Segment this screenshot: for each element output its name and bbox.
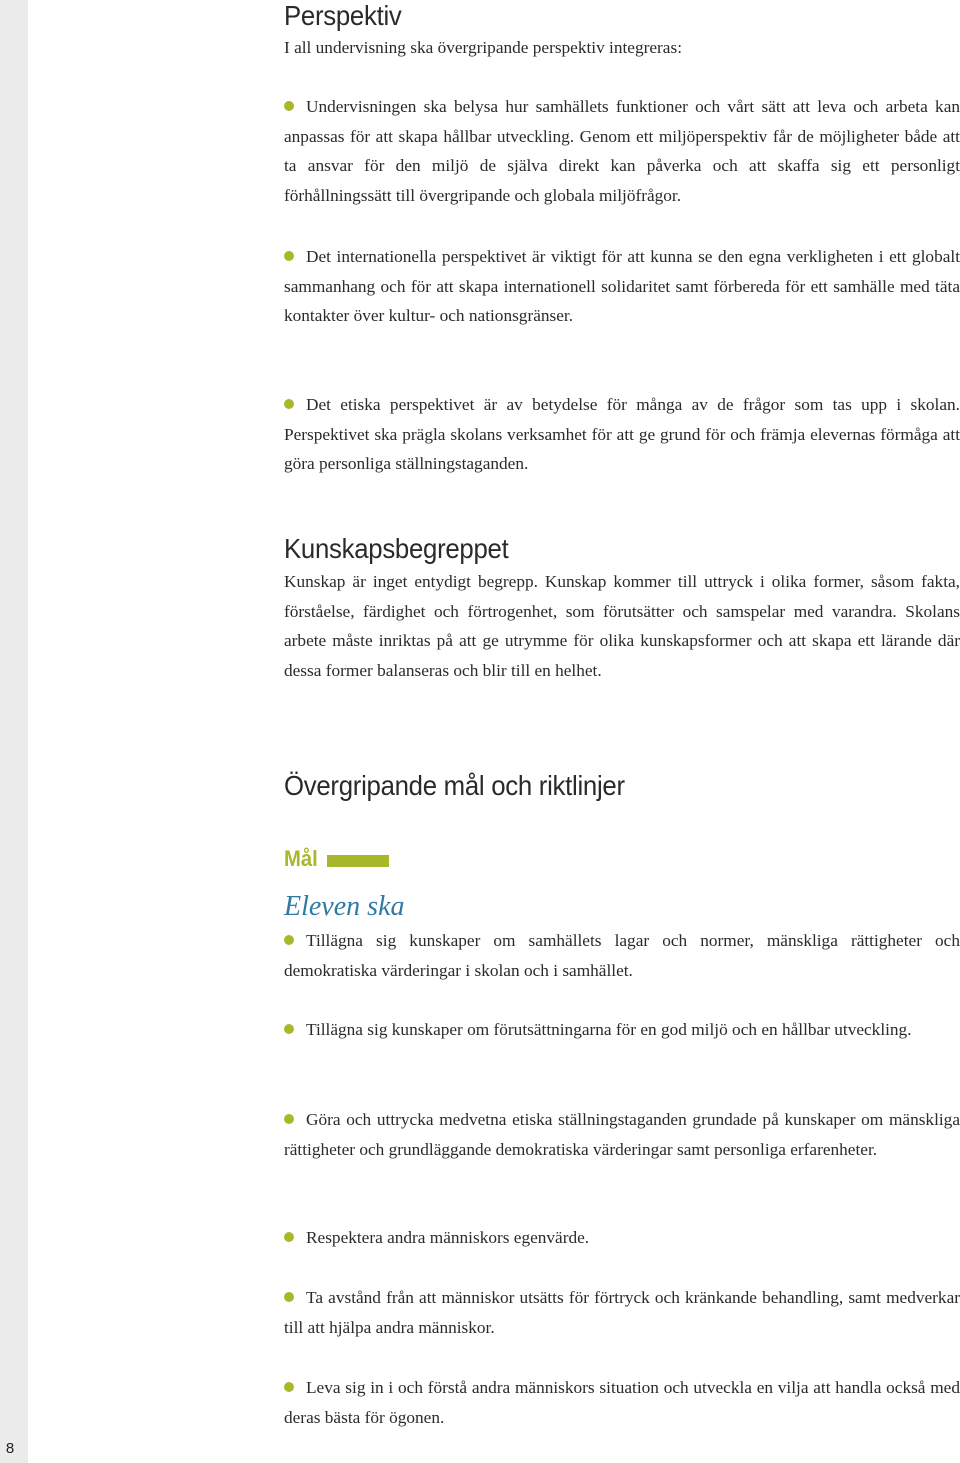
perspektiv-bullet-item: [284, 390, 960, 479]
mal-bullet-text: Göra och uttrycka medvetna etiska ställningstaganden grundade på kunskaper om mänskliga rättigheter och grundläggande demokratiska värderingar samt personliga erfarenheter.: [284, 1110, 960, 1159]
eleven-ska-subheading: Eleven ska: [284, 891, 405, 922]
bullet-dot-icon: [284, 935, 294, 945]
perspektiv-bullet-item: [284, 92, 960, 210]
bullet-dot-icon: [284, 101, 294, 111]
perspektiv-intro: I all undervisning ska övergripande perspektiv integreras:: [284, 38, 682, 57]
mal-accent-bar: [327, 855, 389, 867]
mal-bullet-item: [284, 1015, 960, 1045]
bullet-dot-icon: [284, 1292, 294, 1302]
page-margin-strip: [0, 0, 28, 1463]
mal-bullet-item: [284, 1223, 960, 1253]
mal-bullet-text: Ta avstånd från att människor utsätts för förtryck och kränkande behandling, samt medverkar till att hjälpa andra människor.: [284, 1288, 960, 1337]
perspektiv-bullet-text: Undervisningen ska belysa hur samhällets funktioner och vårt sätt att leva och arbeta kan anpassas för att skapa hållbar utveckling. Genom ett miljöperspektiv får de möjligheter både att ta ansvar för den miljö de själva direkt kan påverka och att skaffa sig ett personligt förhållningssätt till övergripande och globala miljöfrågor.: [284, 97, 960, 205]
bullet-dot-icon: [284, 1382, 294, 1392]
mal-bullet-text: Leva sig in i och förstå andra människors situation och utveckla en vilja att handla också med deras bästa för ögonen.: [284, 1378, 960, 1427]
perspektiv-bullet-item: [284, 242, 960, 331]
mal-label: Mål: [284, 846, 318, 871]
perspektiv-bullet-text: Det internationella perspektivet är viktigt för att kunna se den egna verkligheten i ett globalt sammanhang och för att skapa internationell solidaritet samt förbereda för ett samhälle med täta kontakter över kultur- och nationsgränser.: [284, 247, 960, 325]
mal-label-row: [284, 843, 389, 875]
mal-bullet-item: [284, 926, 960, 985]
section-heading-perspektiv: Perspektiv: [284, 0, 402, 31]
mal-bullet-item: [284, 1105, 960, 1164]
section-heading-kunskapsbegreppet: Kunskapsbegreppet: [284, 533, 509, 564]
mal-bullet-item: [284, 1373, 960, 1432]
bullet-dot-icon: [284, 1114, 294, 1124]
page-number: 8: [5, 1440, 15, 1457]
mal-bullet-text: Tillägna sig kunskaper om förutsättningarna för en god miljö och en hållbar utveckling.: [306, 1020, 912, 1039]
mal-bullet-item: [284, 1283, 960, 1342]
mal-bullet-text: Tillägna sig kunskaper om samhällets lagar och normer, mänskliga rättigheter och demokratiska värderingar i skolan och i samhället.: [284, 931, 960, 980]
bullet-dot-icon: [284, 251, 294, 261]
bullet-dot-icon: [284, 1024, 294, 1034]
perspektiv-bullet-text: Det etiska perspektivet är av betydelse för många av de frågor som tas upp i skolan. Perspektivet ska prägla skolans verksamhet för att ge grund för och främja elevernas förmåga att göra personliga ställningstaganden.: [284, 395, 960, 473]
mal-bullet-text: Respektera andra människors egenvärde.: [306, 1228, 590, 1247]
kunskap-paragraph: Kunskap är inget entydigt begrepp. Kunskap kommer till uttryck i olika former, såsom fakta, förståelse, färdighet och förtrogenhet, som förutsätter och samspelar med varandra. Skolans arbete måste inriktas på att ge utrymme för olika kunskapsformer och att skapa ett lärande där dessa former balanseras och blir till en helhet.: [284, 572, 960, 680]
bullet-dot-icon: [284, 1232, 294, 1242]
bullet-dot-icon: [284, 399, 294, 409]
section-heading-overgripande-mal: Övergripande mål och riktlinjer: [284, 770, 625, 801]
